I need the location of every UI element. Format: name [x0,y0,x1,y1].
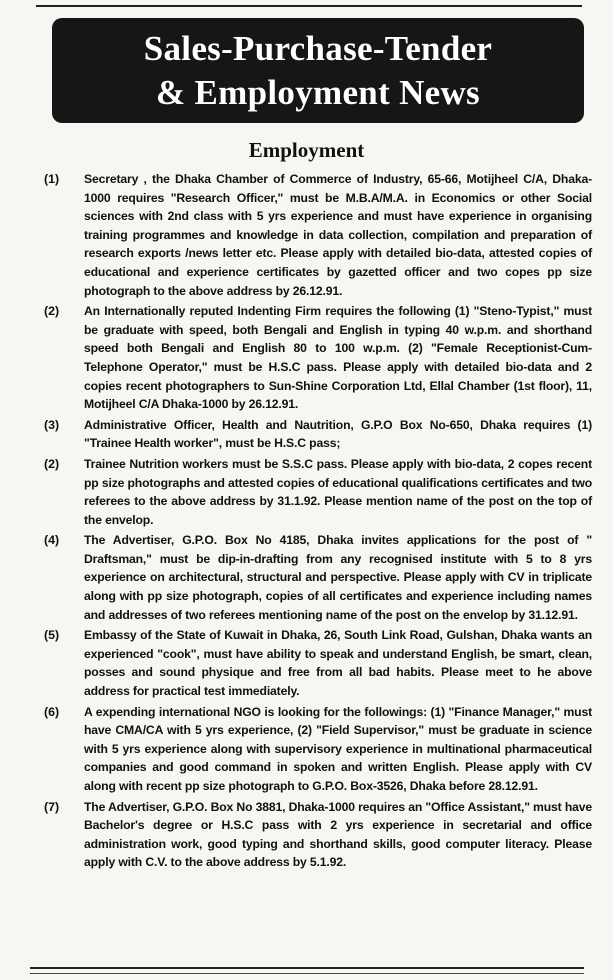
classified-item [44,455,592,529]
masthead-banner [52,18,584,123]
classified-item [44,170,592,300]
item-text: A expending international NGO is looking for the followings: (1) "Finance Manager," must have CMA/CA with 5 yrs experience, (2) "Field Supervisor," must be graduate in science with 5 yrs experience along with supervisory experience in multinational pharmaceutical companies and good command in spoken and written English. Please apply with CV along with recent pp size photograph to G.P.O. Box-3526, Dhaka before 28.12.91. [84,704,592,793]
classified-item [44,626,592,700]
bottom-rule [30,967,584,969]
top-rule [36,5,582,7]
classified-list [44,170,592,874]
item-text: Trainee Nutrition workers must be S.S.C pass. Please apply with bio-data, 2 copes recent pp size photographs and attested copies of educational qualifications certificates and two referees to the above address by 31.1.92. Please mention name of the post on the top of the envelop. [84,456,592,527]
masthead-line-2: & Employment News [156,72,480,112]
item-text: Embassy of the State of Kuwait in Dhaka, 26, South Link Road, Gulshan, Dhaka wants an experienced "cook", must have ability to speak and understand English, be smart, clean, posses and sound physique and free from all bad habits. Please meet to he above address for practical test immediately. [84,628,592,699]
classified-item [44,302,592,414]
classified-item [44,703,592,796]
item-number: (4) [44,533,60,548]
item-number: (6) [44,704,60,719]
item-number: (3) [44,417,60,432]
item-number: (5) [44,628,60,643]
item-text: Administrative Officer, Health and Nautrition, G.P.O Box No-650, Dhaka requires (1) "Trainee Health worker", must be H.S.C pass; [84,417,592,451]
item-text: The Advertiser, G.P.O. Box No 3881, Dhaka-1000 requires an "Office Assistant," must have Bachelor's degree or H.S.C pass with 2 yrs experience in secretarial and office administration work, good typing and shorthand skills, good computer literacy. Please apply with C.V. to the above address by 5.1.92. [84,799,592,870]
section-title: Employment [248,138,365,162]
item-number: (7) [44,799,60,814]
classified-item [44,416,592,453]
item-number: (2) [44,456,60,471]
item-number: (1) [44,172,60,186]
classified-item [44,531,592,624]
item-text: Secretary , the Dhaka Chamber of Commerce of Industry, 65-66, Motijheel C/A, Dhaka-1000 requires "Research Officer," must be M.B.A/M.A. in Economics or other Social sciences with 2nd class with 5 yrs experience and must have experience in organising training programmes and knowledge in data collection, compilation and preparation of research exports /news letter etc. Please apply with detailed bio-data, attested copies of educational and experience certificates by gazetted officer and two copes pp size photograph to the above address by 26.12.91. [84,172,592,298]
masthead-line-1: Sales-Purchase-Tender [143,28,493,68]
item-text: An Internationally reputed Indenting Firm requires the following (1) "Steno-Typist," must be graduate with speed, both Bengali and English in typing 40 w.p.m. and shorthand speed both Bengali and English 80 to 100 w.p.m. (2) "Female Receptionist-Cum-Telephone Operator," must be H.S.C pass. Please apply with detailed bio-data and 2 copies recent photographers to Sun-Shine Corporation Ltd, Ellal Chamber (1st floor), 11, Motijheel C/A Dhaka-1000 by 26.12.91. [84,304,592,412]
item-number: (2) [44,304,60,319]
bottom-rule-thin [30,973,584,974]
item-text: The Advertiser, G.P.O. Box No 4185, Dhaka invites applications for the post of " Draftsman," must be dip-in-drafting from any recognised institute with 5 to 8 yrs experience on architectural, structural and perspective. Please apply with CV in triplicate along with pp size photograph, copies of all certificates and experience including names and addresses of two referees mentioning name of the post on the envelop by 31.12.91. [84,533,592,622]
classified-item [44,798,592,872]
